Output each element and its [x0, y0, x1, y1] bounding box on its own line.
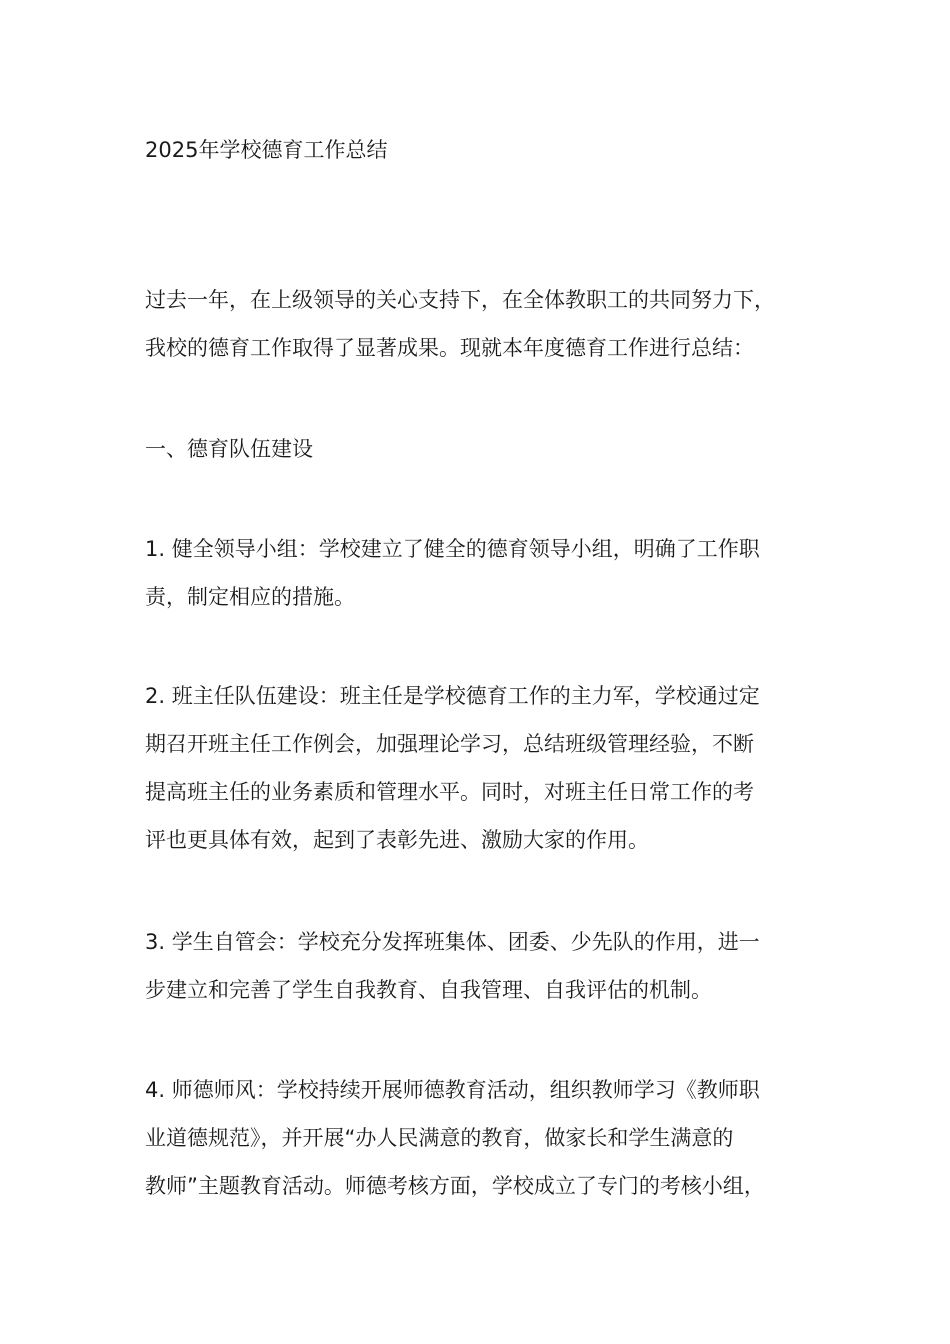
section-heading-text: 一、德育队伍建设	[145, 437, 313, 461]
item-1-line: 责，制定相应的措施。	[145, 585, 355, 609]
item-2-line: 提高班主任的业务素质和管理水平。同时，对班主任日常工作的考	[145, 780, 754, 804]
item-4-paragraph	[145, 1066, 825, 1210]
item-2-line: 2. 班主任队伍建设：班主任是学校德育工作的主力军，学校通过定	[145, 684, 760, 708]
item-3-paragraph	[145, 918, 825, 1014]
item-2-line: 评也更具体有效，起到了表彰先进、激励大家的作用。	[145, 828, 649, 852]
intro-paragraph	[145, 276, 825, 372]
item-2-line: 期召开班主任工作例会，加强理论学习，总结班级管理经验，不断	[145, 732, 754, 756]
item-1-line: 1. 健全领导小组：学校建立了健全的德育领导小组，明确了工作职	[145, 537, 760, 561]
item-3-line: 3. 学生自管会：学校充分发挥班集体、团委、少先队的作用，进一	[145, 930, 760, 954]
intro-line: 过去一年，在上级领导的关心支持下，在全体教职工的共同努力下，	[145, 288, 775, 312]
document-title: 2025年学校德育工作总结	[145, 138, 388, 162]
item-4-line: 4. 师德师风：学校持续开展师德教育活动，组织教师学习《教师职	[145, 1078, 760, 1102]
item-3-line: 步建立和完善了学生自我教育、自我管理、自我评估的机制。	[145, 978, 712, 1002]
intro-line: 我校的德育工作取得了显著成果。现就本年度德育工作进行总结：	[145, 336, 754, 360]
item-4-line: 教师”主题教育活动。师德考核方面，学校成立了专门的考核小组，	[145, 1174, 765, 1198]
item-2-paragraph	[145, 672, 825, 864]
item-4-line: 业道德规范》，并开展“办人民满意的教育，做家长和学生满意的	[145, 1126, 734, 1150]
item-1-paragraph	[145, 525, 825, 621]
section-heading	[145, 425, 825, 473]
